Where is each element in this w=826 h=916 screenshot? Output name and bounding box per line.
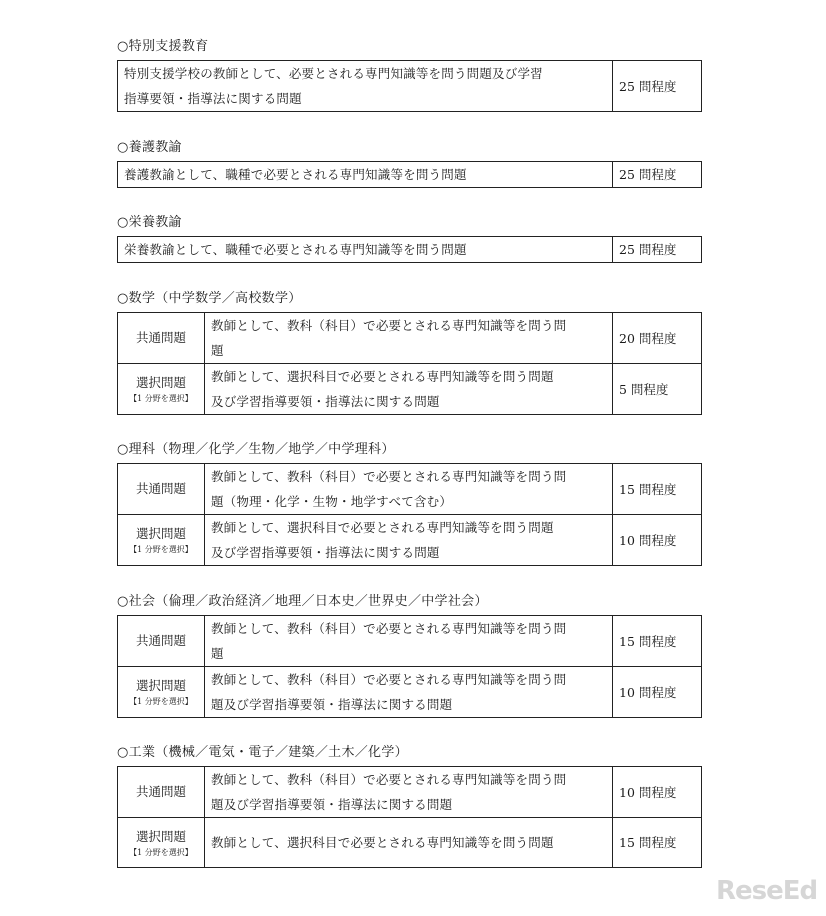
table-row xyxy=(118,313,702,364)
description-cell xyxy=(118,237,613,263)
row-sublabel: 【1 分野を選択】 xyxy=(129,847,193,857)
table-row xyxy=(118,616,702,667)
question-count: 10 問程度 xyxy=(613,667,702,718)
description-line: 教師として、選択科目で必要とされる専門知識等を問う問題 xyxy=(211,369,554,384)
row-label-cell xyxy=(118,464,205,515)
description-line: 教師として、教科（科目）で必要とされる専門知識等を問う問 xyxy=(211,672,567,687)
description-line: 及び学習指導要領・指導法に関する問題 xyxy=(211,394,440,409)
section-table xyxy=(117,161,702,188)
row-label-cell xyxy=(118,667,205,718)
question-count: 25 問程度 xyxy=(613,61,702,112)
section-heading: ○養護教諭 xyxy=(117,140,182,155)
question-count: 20 問程度 xyxy=(613,313,702,364)
row-label: 共通問題 xyxy=(135,481,186,496)
description-line: 題（物理・化学・生物・地学すべて含む） xyxy=(211,494,453,509)
description-cell xyxy=(118,162,613,188)
description-line: 題 xyxy=(211,343,224,358)
section-table xyxy=(117,236,702,263)
description-line: 教師として、教科（科目）で必要とされる専門知識等を問う問 xyxy=(211,318,567,333)
question-count: 10 問程度 xyxy=(613,767,702,818)
question-count: 5 問程度 xyxy=(613,364,702,415)
description-line: 題及び学習指導要領・指導法に関する問題 xyxy=(211,697,453,712)
table-row xyxy=(118,515,702,566)
section-heading: ○特別支援教育 xyxy=(117,39,209,54)
question-count: 15 問程度 xyxy=(613,818,702,868)
table-row xyxy=(118,767,702,818)
table-row xyxy=(118,237,702,263)
description-line: 教師として、教科（科目）で必要とされる専門知識等を問う問 xyxy=(211,772,567,787)
description-line: 教師として、選択科目で必要とされる専門知識等を問う問題 xyxy=(211,835,554,850)
description-cell xyxy=(205,364,613,415)
section-table xyxy=(117,312,702,415)
section-heading: ○栄養教諭 xyxy=(117,215,182,230)
row-label-cell xyxy=(118,313,205,364)
row-label: 選択問題 xyxy=(135,375,186,390)
description-line: 教師として、教科（科目）で必要とされる専門知識等を問う問 xyxy=(211,621,567,636)
description-line: 及び学習指導要領・指導法に関する問題 xyxy=(211,545,440,560)
description-cell xyxy=(205,313,613,364)
question-count: 25 問程度 xyxy=(613,162,702,188)
question-count: 15 問程度 xyxy=(613,464,702,515)
description-cell xyxy=(205,616,613,667)
section-heading: ○社会（倫理／政治経済／地理／日本史／世界史／中学社会） xyxy=(117,594,488,609)
description-line: 題及び学習指導要領・指導法に関する問題 xyxy=(211,797,453,812)
description-line: 特別支援学校の教師として、必要とされる専門知識等を問う問題及び学習 xyxy=(124,66,543,81)
section-table xyxy=(117,60,702,112)
row-label-cell xyxy=(118,616,205,667)
table-row xyxy=(118,364,702,415)
row-label-cell xyxy=(118,767,205,818)
description-cell xyxy=(205,515,613,566)
section-table xyxy=(117,463,702,566)
row-label: 選択問題 xyxy=(135,526,186,541)
table-row xyxy=(118,818,702,868)
table-row xyxy=(118,667,702,718)
description-line: 教師として、選択科目で必要とされる専門知識等を問う問題 xyxy=(211,520,554,535)
row-label: 共通問題 xyxy=(135,330,186,345)
row-label-cell xyxy=(118,818,205,868)
section-heading: ○数学（中学数学／高校数学） xyxy=(117,291,302,306)
question-count: 10 問程度 xyxy=(613,515,702,566)
row-label: 選択問題 xyxy=(135,828,186,844)
description-cell xyxy=(205,464,613,515)
description-line: 題 xyxy=(211,646,224,661)
description-line: 栄養教諭として、職種で必要とされる専門知識等を問う問題 xyxy=(124,242,467,257)
section-table xyxy=(117,615,702,718)
description-line: 指導要領・指導法に関する問題 xyxy=(124,91,302,106)
description-cell xyxy=(205,667,613,718)
description-cell xyxy=(118,61,613,112)
row-sublabel: 【1 分野を選択】 xyxy=(129,394,193,403)
description-line: 教師として、教科（科目）で必要とされる専門知識等を問う問 xyxy=(211,469,567,484)
table-row xyxy=(118,464,702,515)
section-heading: ○理科（物理／化学／生物／地学／中学理科） xyxy=(117,442,395,457)
section-heading: ○工業（機械／電気・電子／建築／土木／化学） xyxy=(117,745,408,760)
description-cell xyxy=(205,818,613,868)
row-sublabel: 【1 分野を選択】 xyxy=(129,545,193,554)
watermark-logo: ReseEd xyxy=(716,876,818,906)
section-table xyxy=(117,766,702,868)
row-label-cell xyxy=(118,364,205,415)
table-row xyxy=(118,162,702,188)
row-label: 共通問題 xyxy=(135,784,186,799)
question-count: 25 問程度 xyxy=(613,237,702,263)
table-row xyxy=(118,61,702,112)
row-sublabel: 【1 分野を選択】 xyxy=(129,697,193,706)
description-cell xyxy=(205,767,613,818)
question-count: 15 問程度 xyxy=(613,616,702,667)
row-label: 選択問題 xyxy=(135,678,186,693)
description-line: 養護教諭として、職種で必要とされる専門知識等を問う問題 xyxy=(124,167,467,182)
row-label: 共通問題 xyxy=(135,633,186,648)
row-label-cell xyxy=(118,515,205,566)
